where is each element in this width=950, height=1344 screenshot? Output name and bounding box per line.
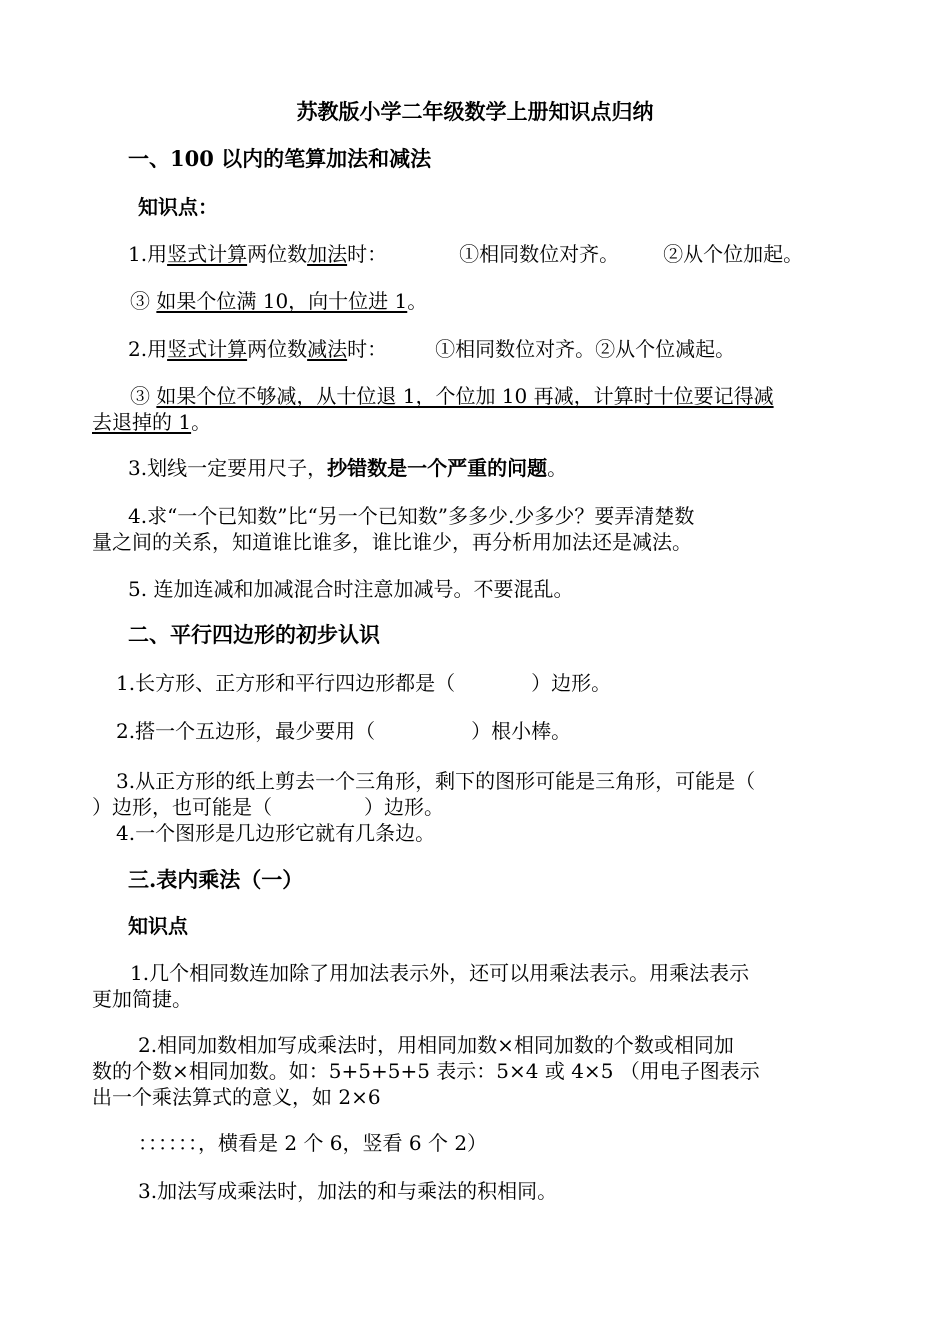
s1-p3-bold: 抄错数是一个严重的问题 bbox=[327, 456, 548, 480]
s1-point-4-line-1: 4.求“一个已知数”比“另一个已知数”多多少.少多少？要弄清楚数 bbox=[128, 504, 695, 528]
s3-point-1-line-2: 更加简捷。 bbox=[92, 987, 192, 1011]
s1-p1c-underline: 如果个位满 10，向十位进 1 bbox=[156, 289, 408, 313]
s1-p2-tail: 时： bbox=[347, 337, 388, 361]
s2-p2-text-a: 2.搭一个五边形，最少要用（ bbox=[116, 719, 376, 743]
s1-p2-underline-1: 竖式计算 bbox=[167, 337, 248, 361]
section-3-subheading: 知识点 bbox=[128, 914, 188, 938]
section-3-heading: 三.表内乘法（一） bbox=[128, 867, 304, 892]
s1-p2c-end: 。 bbox=[191, 410, 212, 434]
s1-p1c-end: 。 bbox=[407, 289, 428, 313]
s1-p1-underline-2: 加法 bbox=[307, 242, 348, 266]
s1-point-3 bbox=[128, 455, 898, 481]
s2-point-3-line-2 bbox=[92, 794, 862, 820]
s2-point-2 bbox=[116, 718, 886, 744]
s3-point-2-line-1: 2.相同加数相加写成乘法时，用相同加数×相同加数的个数或相同加 bbox=[138, 1033, 734, 1057]
s1-p2-underline-2: 减法 bbox=[307, 337, 348, 361]
s1-point-5: 5. 连加连减和加减混合时注意加减号。不要混乱。 bbox=[128, 577, 574, 601]
s1-point-2-cont-line-2 bbox=[92, 409, 862, 435]
s1-point-1 bbox=[128, 241, 898, 267]
page-title: 苏教版小学二年级数学上册知识点归纳 bbox=[296, 99, 654, 124]
s2-point-1 bbox=[116, 670, 886, 696]
s1-p2c-underline-1: 如果个位不够减，从十位退 1，个位加 10 再减，计算时十位要记得减 bbox=[156, 384, 774, 408]
section-1-heading: 一、100 以内的笔算加法和减法 bbox=[128, 146, 432, 171]
section-1-subheading: 知识点： bbox=[138, 195, 218, 219]
s1-p1-tail: 时： bbox=[347, 242, 388, 266]
s1-p2c-underline-2: 去退掉的 1 bbox=[92, 410, 192, 434]
s2-p1-text-b: ）边形。 bbox=[531, 671, 612, 695]
s1-p3-pre: 3.划线一定要用尺子， bbox=[128, 456, 328, 480]
s3-point-2-line-2: 数的个数×相同加数。如：5+5+5+5 表示：5×4 或 4×5 （用电子图表示 bbox=[92, 1059, 760, 1083]
s2-point-3-line-1: 3.从正方形的纸上剪去一个三角形，剩下的图形可能是三角形，可能是（ bbox=[116, 769, 756, 793]
s1-point-1-cont bbox=[130, 288, 900, 314]
section-2-heading: 二、平行四边形的初步认识 bbox=[128, 622, 380, 647]
s2-point-4: 4.一个图形是几边形它就有几条边。 bbox=[116, 821, 436, 845]
s2-p1-text-a: 1.长方形、正方形和平行四边形都是（ bbox=[116, 671, 456, 695]
s1-p2-num: 2.用 bbox=[128, 337, 168, 361]
s1-p1-step-b: ②从个位加起。 bbox=[663, 242, 804, 266]
s1-p1-mid: 两位数 bbox=[247, 242, 308, 266]
s1-p3-end: 。 bbox=[547, 456, 568, 480]
s1-p1c-mark: ③ bbox=[130, 289, 150, 313]
s3-point-2-line-4: ：：：：：：，横看是 2 个 6，竖看 6 个 2） bbox=[138, 1131, 488, 1155]
s1-point-2-cont-line-1 bbox=[130, 383, 900, 409]
s1-point-2 bbox=[128, 336, 898, 362]
s3-point-2-line-3: 出一个乘法算式的意义，如 2×6 bbox=[92, 1085, 381, 1109]
s1-point-4-line-2: 量之间的关系，知道谁比谁多，谁比谁少，再分析用加法还是减法。 bbox=[92, 530, 692, 554]
s1-p2-step-a: ①相同数位对齐。②从个位减起。 bbox=[435, 337, 736, 361]
s2-p3-text-a: ）边形，也可能是（ bbox=[92, 795, 272, 819]
s1-p1-num: 1.用 bbox=[128, 242, 168, 266]
s1-p2-mid: 两位数 bbox=[247, 337, 308, 361]
s1-p2c-mark: ③ bbox=[130, 384, 150, 408]
s1-p1-underline-1: 竖式计算 bbox=[167, 242, 248, 266]
s2-p2-text-b: ）根小棒。 bbox=[471, 719, 572, 743]
s2-p3-text-b: ）边形。 bbox=[364, 795, 444, 819]
s1-p1-step-a: ①相同数位对齐。 bbox=[459, 242, 620, 266]
s3-point-1-line-1: 1.几个相同数连加除了用加法表示外，还可以用乘法表示。用乘法表示 bbox=[130, 961, 750, 985]
s3-point-3: 3.加法写成乘法时，加法的和与乘法的积相同。 bbox=[138, 1179, 558, 1203]
